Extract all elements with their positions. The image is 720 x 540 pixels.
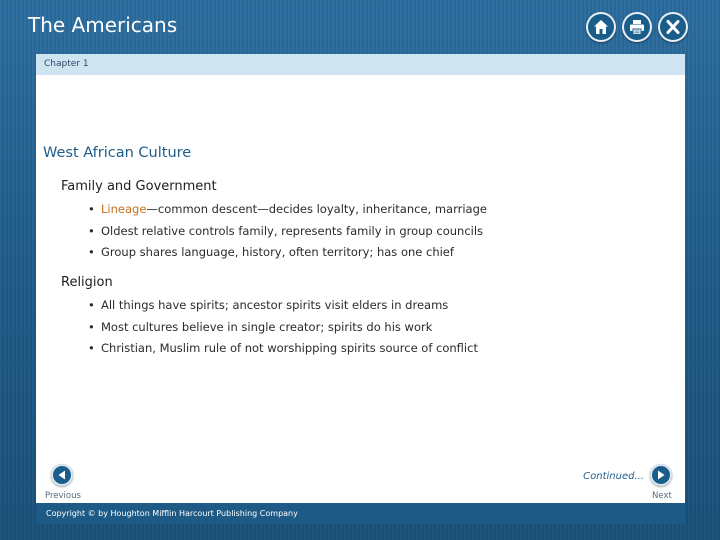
slide-content	[36, 75, 685, 503]
list-item: • Lineage—common descent—decides loyalty, inheritance, marriage	[84, 199, 487, 221]
copyright-footer: Copyright © by Houghton Mifflin Harcourt Publishing Company	[36, 503, 685, 524]
close-button[interactable]	[658, 12, 688, 42]
app-title: The Americans	[28, 13, 178, 37]
arrow-right-icon	[655, 469, 667, 481]
list-item: • Most cultures believe in single creator; spirits do his work	[84, 317, 478, 339]
list-item: • Christian, Muslim rule of not worshipping spirits source of conflict	[84, 338, 478, 360]
key-term: Lineage	[101, 202, 147, 216]
list-item: • Group shares language, history, often territory; has one chief	[84, 242, 487, 264]
print-button[interactable]	[622, 12, 652, 42]
top-toolbar	[586, 12, 688, 42]
previous-label[interactable]: Previous	[45, 491, 81, 501]
list-item: • All things have spirits; ancestor spirits visit elders in dreams	[84, 295, 478, 317]
section-title-family: Family and Government	[61, 179, 217, 194]
previous-button[interactable]	[51, 464, 73, 486]
arrow-left-icon	[56, 469, 68, 481]
home-icon	[592, 18, 610, 36]
bullet-list-religion	[84, 295, 478, 360]
page-title: West African Culture	[43, 145, 192, 161]
next-button[interactable]	[650, 464, 672, 486]
print-icon	[628, 18, 646, 36]
close-icon	[664, 18, 682, 36]
bullet-list-family	[84, 199, 487, 264]
home-button[interactable]	[586, 12, 616, 42]
section-title-religion: Religion	[61, 275, 113, 290]
continued-label: Continued...	[583, 471, 644, 482]
chapter-bar: Chapter 1	[36, 54, 685, 75]
next-label[interactable]: Next	[652, 491, 672, 501]
list-item: • Oldest relative controls family, represents family in group councils	[84, 221, 487, 243]
